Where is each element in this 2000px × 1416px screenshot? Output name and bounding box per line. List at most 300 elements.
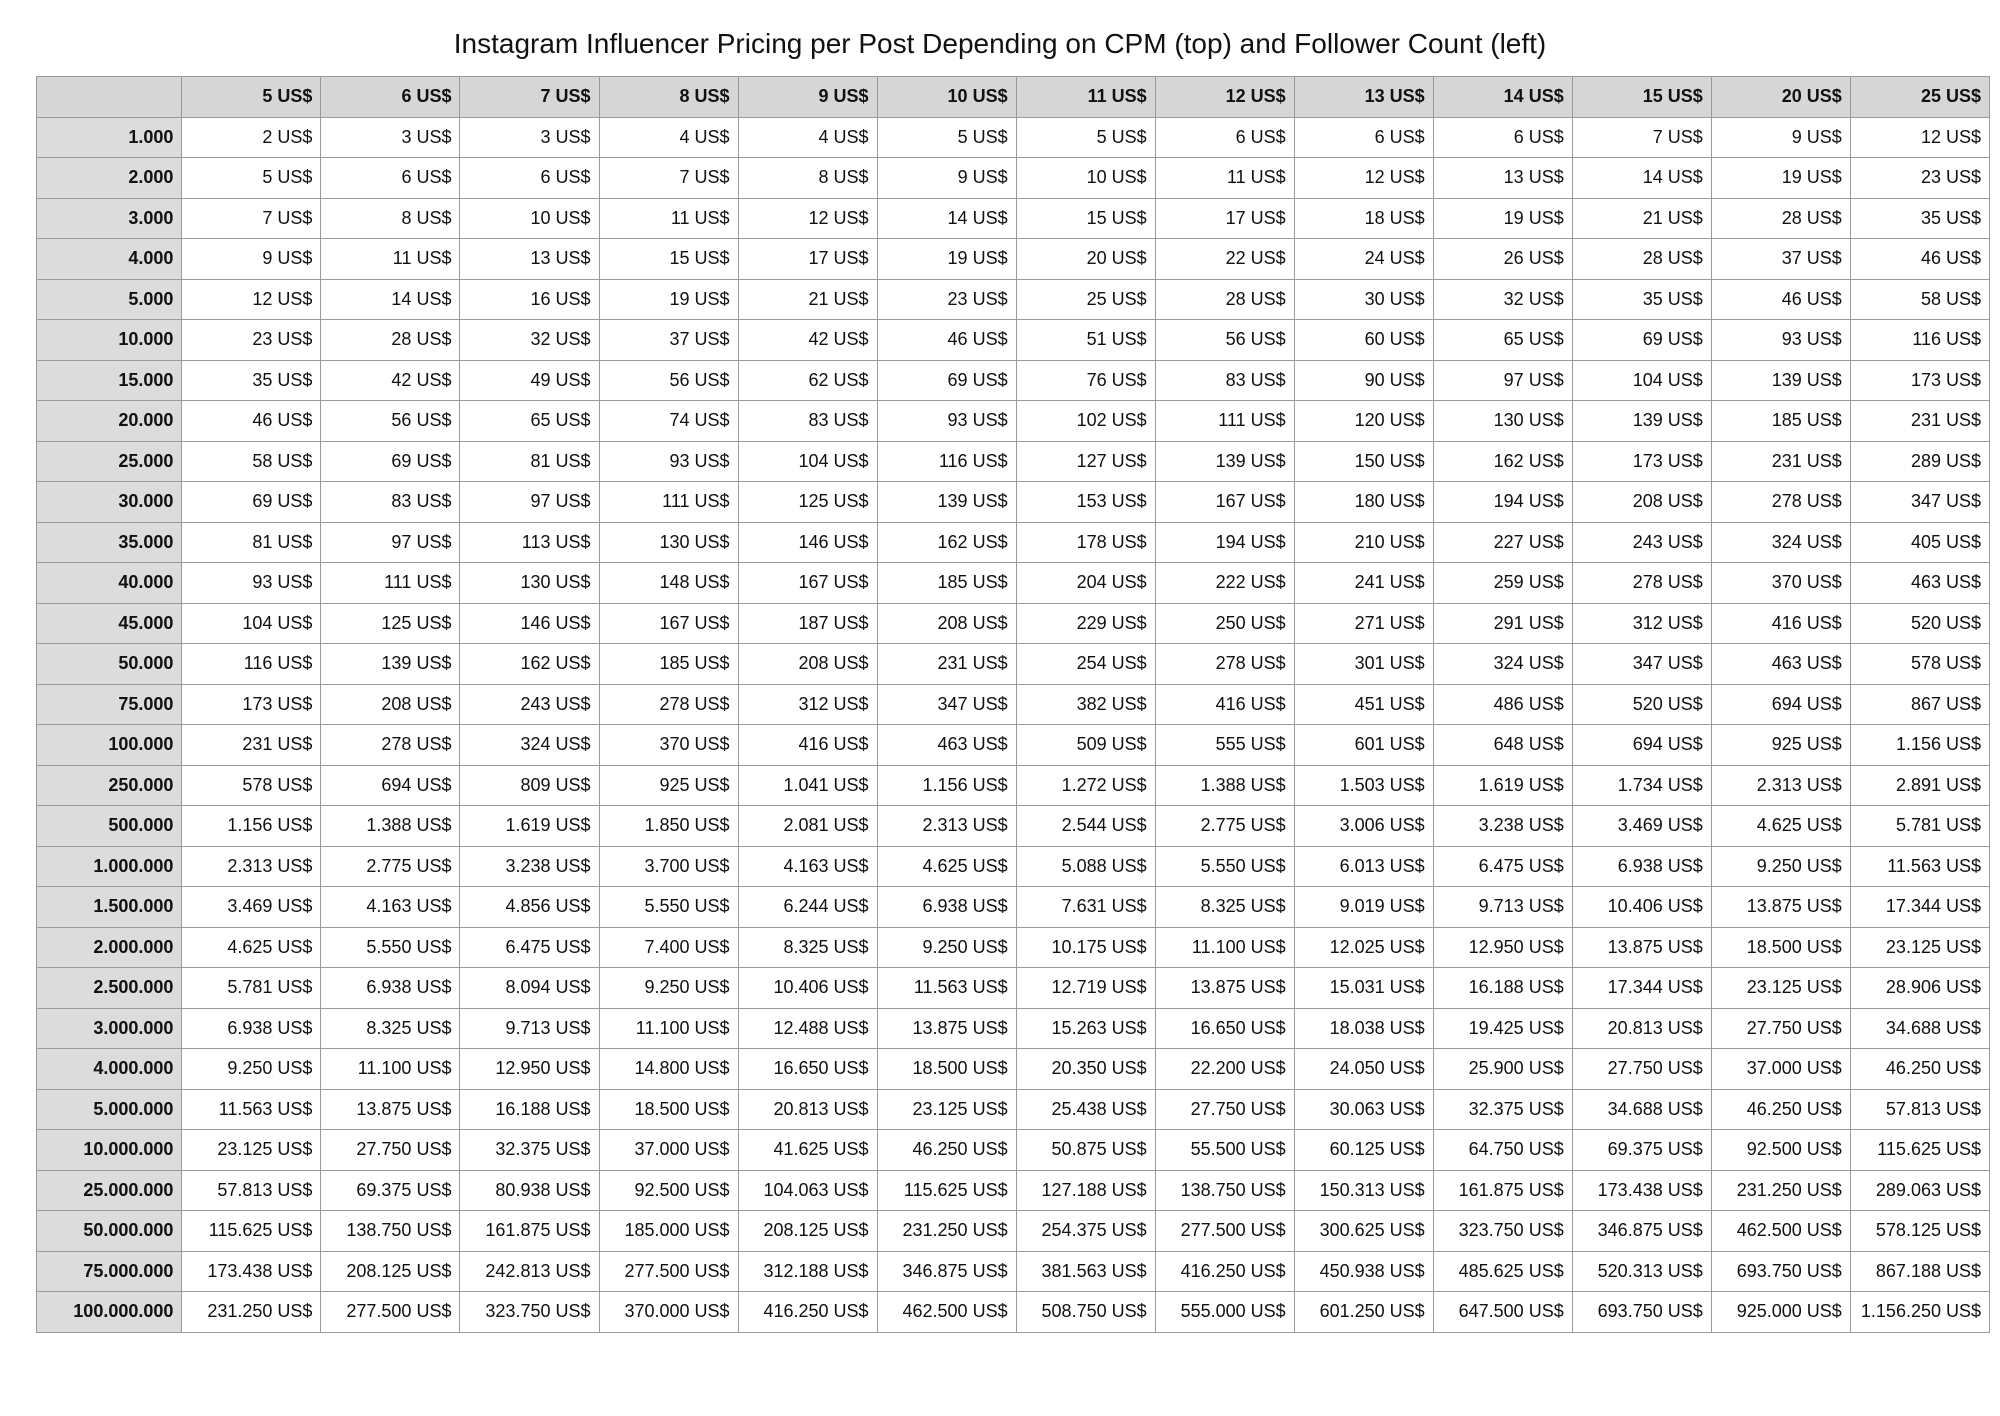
follower-count-row-header: 2.000 [37, 158, 182, 199]
price-cell: 324 US$ [1711, 522, 1850, 563]
price-cell: 17.344 US$ [1850, 887, 1989, 928]
price-cell: 9.250 US$ [877, 927, 1016, 968]
price-cell: 26 US$ [1433, 239, 1572, 280]
price-cell: 65 US$ [1433, 320, 1572, 361]
price-cell: 32.375 US$ [1433, 1089, 1572, 1130]
price-cell: 139 US$ [877, 482, 1016, 523]
price-cell: 324 US$ [1433, 644, 1572, 685]
price-cell: 208 US$ [877, 603, 1016, 644]
price-cell: 90 US$ [1294, 360, 1433, 401]
price-cell: 83 US$ [738, 401, 877, 442]
table-header-row [37, 77, 1990, 118]
table-row [37, 1008, 1990, 1049]
price-cell: 312 US$ [1572, 603, 1711, 644]
table-row [37, 522, 1990, 563]
price-cell: 27.750 US$ [1711, 1008, 1850, 1049]
price-cell: 324 US$ [460, 725, 599, 766]
price-cell: 167 US$ [1155, 482, 1294, 523]
price-cell: 601 US$ [1294, 725, 1433, 766]
price-cell: 97 US$ [321, 522, 460, 563]
price-cell: 2.775 US$ [1155, 806, 1294, 847]
follower-count-row-header: 100.000.000 [37, 1292, 182, 1333]
price-cell: 162 US$ [877, 522, 1016, 563]
price-cell: 231.250 US$ [182, 1292, 321, 1333]
price-cell: 23.125 US$ [1711, 968, 1850, 1009]
price-cell: 28 US$ [1155, 279, 1294, 320]
price-cell: 6 US$ [460, 158, 599, 199]
table-row [37, 1089, 1990, 1130]
follower-count-row-header: 35.000 [37, 522, 182, 563]
price-cell: 148 US$ [599, 563, 738, 604]
price-cell: 2.313 US$ [1711, 765, 1850, 806]
price-cell: 867 US$ [1850, 684, 1989, 725]
price-cell: 867.188 US$ [1850, 1251, 1989, 1292]
cpm-column-header: 9 US$ [738, 77, 877, 118]
price-cell: 56 US$ [1155, 320, 1294, 361]
price-cell: 76 US$ [1016, 360, 1155, 401]
price-cell: 10 US$ [460, 198, 599, 239]
price-cell: 93 US$ [182, 563, 321, 604]
price-cell: 301 US$ [1294, 644, 1433, 685]
price-cell: 162 US$ [460, 644, 599, 685]
price-cell: 14.800 US$ [599, 1049, 738, 1090]
price-cell: 4.163 US$ [321, 887, 460, 928]
table-row [37, 765, 1990, 806]
price-cell: 58 US$ [1850, 279, 1989, 320]
table-row [37, 239, 1990, 280]
price-cell: 9.713 US$ [1433, 887, 1572, 928]
price-cell: 925 US$ [599, 765, 738, 806]
price-cell: 11 US$ [599, 198, 738, 239]
price-cell: 12 US$ [738, 198, 877, 239]
price-cell: 1.388 US$ [321, 806, 460, 847]
price-cell: 8.325 US$ [738, 927, 877, 968]
follower-count-row-header: 20.000 [37, 401, 182, 442]
price-cell: 21 US$ [1572, 198, 1711, 239]
cpm-column-header: 5 US$ [182, 77, 321, 118]
price-cell: 111 US$ [321, 563, 460, 604]
price-cell: 5.550 US$ [1155, 846, 1294, 887]
price-cell: 323.750 US$ [1433, 1211, 1572, 1252]
table-row [37, 198, 1990, 239]
price-cell: 578 US$ [182, 765, 321, 806]
price-cell: 28.906 US$ [1850, 968, 1989, 1009]
table-row [37, 279, 1990, 320]
table-row [37, 684, 1990, 725]
price-cell: 4.625 US$ [1711, 806, 1850, 847]
price-cell: 578 US$ [1850, 644, 1989, 685]
price-cell: 382 US$ [1016, 684, 1155, 725]
price-cell: 6.938 US$ [877, 887, 1016, 928]
corner-header-cell [37, 77, 182, 118]
price-cell: 925.000 US$ [1711, 1292, 1850, 1333]
price-cell: 370 US$ [599, 725, 738, 766]
price-cell: 58 US$ [182, 441, 321, 482]
price-cell: 28 US$ [321, 320, 460, 361]
price-cell: 16.188 US$ [460, 1089, 599, 1130]
price-cell: 1.156.250 US$ [1850, 1292, 1989, 1333]
price-cell: 13.875 US$ [321, 1089, 460, 1130]
price-cell: 370 US$ [1711, 563, 1850, 604]
price-cell: 208 US$ [1572, 482, 1711, 523]
follower-count-row-header: 30.000 [37, 482, 182, 523]
price-cell: 231 US$ [1850, 401, 1989, 442]
price-cell: 146 US$ [460, 603, 599, 644]
price-cell: 5 US$ [1016, 117, 1155, 158]
follower-count-row-header: 500.000 [37, 806, 182, 847]
price-cell: 485.625 US$ [1433, 1251, 1572, 1292]
price-cell: 12.950 US$ [460, 1049, 599, 1090]
table-row [37, 158, 1990, 199]
price-cell: 6.938 US$ [321, 968, 460, 1009]
price-cell: 7 US$ [182, 198, 321, 239]
price-cell: 346.875 US$ [1572, 1211, 1711, 1252]
cpm-column-header: 11 US$ [1016, 77, 1155, 118]
follower-count-row-header: 50.000 [37, 644, 182, 685]
price-cell: 462.500 US$ [1711, 1211, 1850, 1252]
price-cell: 300.625 US$ [1294, 1211, 1433, 1252]
price-cell: 20.350 US$ [1016, 1049, 1155, 1090]
price-cell: 97 US$ [1433, 360, 1572, 401]
cpm-column-header: 8 US$ [599, 77, 738, 118]
price-cell: 11.100 US$ [321, 1049, 460, 1090]
price-cell: 12 US$ [182, 279, 321, 320]
price-cell: 22.200 US$ [1155, 1049, 1294, 1090]
price-cell: 30 US$ [1294, 279, 1433, 320]
price-cell: 138.750 US$ [1155, 1170, 1294, 1211]
price-cell: 243 US$ [460, 684, 599, 725]
price-cell: 1.272 US$ [1016, 765, 1155, 806]
cpm-column-header: 20 US$ [1711, 77, 1850, 118]
price-cell: 35 US$ [182, 360, 321, 401]
price-cell: 555 US$ [1155, 725, 1294, 766]
table-body [37, 117, 1990, 1332]
price-cell: 65 US$ [460, 401, 599, 442]
price-cell: 9.250 US$ [182, 1049, 321, 1090]
follower-count-row-header: 2.500.000 [37, 968, 182, 1009]
price-cell: 12.488 US$ [738, 1008, 877, 1049]
price-cell: 3.238 US$ [1433, 806, 1572, 847]
price-cell: 161.875 US$ [1433, 1170, 1572, 1211]
price-cell: 9.713 US$ [460, 1008, 599, 1049]
price-cell: 80.938 US$ [460, 1170, 599, 1211]
pricing-table [36, 76, 1990, 1333]
price-cell: 243 US$ [1572, 522, 1711, 563]
price-cell: 178 US$ [1016, 522, 1155, 563]
follower-count-row-header: 3.000 [37, 198, 182, 239]
price-cell: 30.063 US$ [1294, 1089, 1433, 1130]
follower-count-row-header: 15.000 [37, 360, 182, 401]
follower-count-row-header: 1.500.000 [37, 887, 182, 928]
price-cell: 120 US$ [1294, 401, 1433, 442]
cpm-column-header: 12 US$ [1155, 77, 1294, 118]
price-cell: 16.650 US$ [1155, 1008, 1294, 1049]
price-cell: 347 US$ [1572, 644, 1711, 685]
price-cell: 19 US$ [599, 279, 738, 320]
price-cell: 231.250 US$ [877, 1211, 1016, 1252]
price-cell: 139 US$ [1711, 360, 1850, 401]
price-cell: 278 US$ [1572, 563, 1711, 604]
price-cell: 1.041 US$ [738, 765, 877, 806]
price-cell: 4.163 US$ [738, 846, 877, 887]
price-cell: 6.938 US$ [182, 1008, 321, 1049]
price-cell: 227 US$ [1433, 522, 1572, 563]
price-cell: 3.238 US$ [460, 846, 599, 887]
price-cell: 4.625 US$ [182, 927, 321, 968]
price-cell: 486 US$ [1433, 684, 1572, 725]
price-cell: 6.013 US$ [1294, 846, 1433, 887]
price-cell: 231.250 US$ [1711, 1170, 1850, 1211]
price-cell: 254.375 US$ [1016, 1211, 1155, 1252]
price-cell: 7.631 US$ [1016, 887, 1155, 928]
price-cell: 9.019 US$ [1294, 887, 1433, 928]
price-cell: 11.100 US$ [1155, 927, 1294, 968]
price-cell: 46 US$ [1711, 279, 1850, 320]
price-cell: 34.688 US$ [1572, 1089, 1711, 1130]
price-cell: 37.000 US$ [599, 1130, 738, 1171]
price-cell: 93 US$ [1711, 320, 1850, 361]
price-cell: 694 US$ [1572, 725, 1711, 766]
price-cell: 153 US$ [1016, 482, 1155, 523]
price-cell: 16.188 US$ [1433, 968, 1572, 1009]
price-cell: 18.500 US$ [599, 1089, 738, 1130]
price-cell: 185 US$ [877, 563, 1016, 604]
price-cell: 809 US$ [460, 765, 599, 806]
table-row [37, 1170, 1990, 1211]
follower-count-row-header: 100.000 [37, 725, 182, 766]
price-cell: 231 US$ [182, 725, 321, 766]
price-cell: 13.875 US$ [877, 1008, 1016, 1049]
price-cell: 693.750 US$ [1572, 1292, 1711, 1333]
price-cell: 323.750 US$ [460, 1292, 599, 1333]
price-cell: 115.625 US$ [877, 1170, 1016, 1211]
price-cell: 185 US$ [599, 644, 738, 685]
price-cell: 6 US$ [1294, 117, 1433, 158]
price-cell: 462.500 US$ [877, 1292, 1016, 1333]
price-cell: 7 US$ [599, 158, 738, 199]
price-cell: 10.406 US$ [738, 968, 877, 1009]
price-cell: 37 US$ [1711, 239, 1850, 280]
price-cell: 12 US$ [1850, 117, 1989, 158]
follower-count-row-header: 75.000 [37, 684, 182, 725]
price-cell: 271 US$ [1294, 603, 1433, 644]
price-cell: 2.313 US$ [182, 846, 321, 887]
price-cell: 463 US$ [877, 725, 1016, 766]
price-cell: 10 US$ [1016, 158, 1155, 199]
price-cell: 32 US$ [460, 320, 599, 361]
price-cell: 32 US$ [1433, 279, 1572, 320]
price-cell: 222 US$ [1155, 563, 1294, 604]
price-cell: 450.938 US$ [1294, 1251, 1433, 1292]
price-cell: 6.938 US$ [1572, 846, 1711, 887]
cpm-column-header: 25 US$ [1850, 77, 1989, 118]
price-cell: 231 US$ [877, 644, 1016, 685]
price-cell: 69 US$ [1572, 320, 1711, 361]
price-cell: 104.063 US$ [738, 1170, 877, 1211]
price-cell: 208 US$ [321, 684, 460, 725]
price-cell: 116 US$ [182, 644, 321, 685]
price-cell: 12.719 US$ [1016, 968, 1155, 1009]
price-cell: 578.125 US$ [1850, 1211, 1989, 1252]
price-cell: 451 US$ [1294, 684, 1433, 725]
price-cell: 24 US$ [1294, 239, 1433, 280]
price-cell: 46.250 US$ [877, 1130, 1016, 1171]
price-cell: 46.250 US$ [1850, 1049, 1989, 1090]
price-cell: 15.031 US$ [1294, 968, 1433, 1009]
price-cell: 416.250 US$ [1155, 1251, 1294, 1292]
price-cell: 18.038 US$ [1294, 1008, 1433, 1049]
price-cell: 694 US$ [1711, 684, 1850, 725]
table-row [37, 1251, 1990, 1292]
price-cell: 278 US$ [1711, 482, 1850, 523]
price-cell: 116 US$ [1850, 320, 1989, 361]
table-row [37, 563, 1990, 604]
price-cell: 15 US$ [1016, 198, 1155, 239]
price-cell: 208.125 US$ [738, 1211, 877, 1252]
price-cell: 25.900 US$ [1433, 1049, 1572, 1090]
price-cell: 23 US$ [877, 279, 1016, 320]
price-cell: 161.875 US$ [460, 1211, 599, 1252]
price-cell: 11.563 US$ [182, 1089, 321, 1130]
price-cell: 49 US$ [460, 360, 599, 401]
price-cell: 150 US$ [1294, 441, 1433, 482]
price-cell: 102 US$ [1016, 401, 1155, 442]
price-cell: 3.700 US$ [599, 846, 738, 887]
price-cell: 347 US$ [1850, 482, 1989, 523]
price-cell: 173 US$ [1850, 360, 1989, 401]
follower-count-row-header: 5.000 [37, 279, 182, 320]
price-cell: 1.619 US$ [1433, 765, 1572, 806]
price-cell: 97 US$ [460, 482, 599, 523]
price-cell: 130 US$ [599, 522, 738, 563]
price-cell: 405 US$ [1850, 522, 1989, 563]
table-row [37, 644, 1990, 685]
follower-count-row-header: 75.000.000 [37, 1251, 182, 1292]
price-cell: 4 US$ [599, 117, 738, 158]
price-cell: 416 US$ [1155, 684, 1294, 725]
price-cell: 5.550 US$ [321, 927, 460, 968]
price-cell: 127.188 US$ [1016, 1170, 1155, 1211]
follower-count-row-header: 3.000.000 [37, 1008, 182, 1049]
price-cell: 9.250 US$ [1711, 846, 1850, 887]
price-cell: 56 US$ [599, 360, 738, 401]
price-cell: 150.313 US$ [1294, 1170, 1433, 1211]
price-cell: 2.313 US$ [877, 806, 1016, 847]
price-cell: 648 US$ [1433, 725, 1572, 766]
price-cell: 18 US$ [1294, 198, 1433, 239]
cpm-column-header: 13 US$ [1294, 77, 1433, 118]
price-cell: 1.850 US$ [599, 806, 738, 847]
price-cell: 8.325 US$ [321, 1008, 460, 1049]
price-cell: 60 US$ [1294, 320, 1433, 361]
price-cell: 57.813 US$ [182, 1170, 321, 1211]
price-cell: 19 US$ [1433, 198, 1572, 239]
price-cell: 4.625 US$ [877, 846, 1016, 887]
price-cell: 27.750 US$ [1572, 1049, 1711, 1090]
price-cell: 694 US$ [321, 765, 460, 806]
price-cell: 1.503 US$ [1294, 765, 1433, 806]
table-row [37, 806, 1990, 847]
price-cell: 8 US$ [321, 198, 460, 239]
price-cell: 60.125 US$ [1294, 1130, 1433, 1171]
price-cell: 11 US$ [1155, 158, 1294, 199]
price-cell: 93 US$ [877, 401, 1016, 442]
price-cell: 416 US$ [1711, 603, 1850, 644]
price-cell: 17 US$ [1155, 198, 1294, 239]
price-cell: 194 US$ [1155, 522, 1294, 563]
price-cell: 14 US$ [877, 198, 1016, 239]
price-cell: 416 US$ [738, 725, 877, 766]
price-cell: 6.244 US$ [738, 887, 877, 928]
price-cell: 51 US$ [1016, 320, 1155, 361]
price-cell: 55.500 US$ [1155, 1130, 1294, 1171]
price-cell: 289.063 US$ [1850, 1170, 1989, 1211]
table-row [37, 401, 1990, 442]
follower-count-row-header: 250.000 [37, 765, 182, 806]
price-cell: 6 US$ [1433, 117, 1572, 158]
price-cell: 92.500 US$ [599, 1170, 738, 1211]
price-cell: 5 US$ [877, 117, 1016, 158]
price-cell: 35 US$ [1572, 279, 1711, 320]
table-row [37, 482, 1990, 523]
price-cell: 138.750 US$ [321, 1211, 460, 1252]
price-cell: 14 US$ [1572, 158, 1711, 199]
price-cell: 2.081 US$ [738, 806, 877, 847]
price-cell: 23 US$ [182, 320, 321, 361]
price-cell: 56 US$ [321, 401, 460, 442]
price-cell: 92.500 US$ [1711, 1130, 1850, 1171]
price-cell: 6 US$ [321, 158, 460, 199]
price-cell: 69 US$ [877, 360, 1016, 401]
price-cell: 8.325 US$ [1155, 887, 1294, 928]
price-cell: 250 US$ [1155, 603, 1294, 644]
follower-count-row-header: 4.000 [37, 239, 182, 280]
price-cell: 925 US$ [1711, 725, 1850, 766]
price-cell: 167 US$ [738, 563, 877, 604]
price-cell: 42 US$ [738, 320, 877, 361]
price-cell: 11.563 US$ [1850, 846, 1989, 887]
price-cell: 241 US$ [1294, 563, 1433, 604]
price-cell: 23 US$ [1850, 158, 1989, 199]
price-cell: 10.175 US$ [1016, 927, 1155, 968]
price-cell: 25.438 US$ [1016, 1089, 1155, 1130]
price-cell: 180 US$ [1294, 482, 1433, 523]
cpm-column-header: 15 US$ [1572, 77, 1711, 118]
price-cell: 20 US$ [1016, 239, 1155, 280]
price-cell: 3 US$ [460, 117, 599, 158]
price-cell: 185.000 US$ [599, 1211, 738, 1252]
price-cell: 139 US$ [321, 644, 460, 685]
price-cell: 520 US$ [1572, 684, 1711, 725]
price-cell: 173.438 US$ [182, 1251, 321, 1292]
price-cell: 13.875 US$ [1155, 968, 1294, 1009]
price-cell: 93 US$ [599, 441, 738, 482]
cpm-column-header: 7 US$ [460, 77, 599, 118]
price-cell: 9 US$ [1711, 117, 1850, 158]
price-cell: 278 US$ [321, 725, 460, 766]
price-cell: 278 US$ [599, 684, 738, 725]
price-cell: 27.750 US$ [321, 1130, 460, 1171]
price-cell: 125 US$ [321, 603, 460, 644]
price-cell: 5.781 US$ [1850, 806, 1989, 847]
price-cell: 1.619 US$ [460, 806, 599, 847]
price-cell: 81 US$ [460, 441, 599, 482]
price-cell: 312.188 US$ [738, 1251, 877, 1292]
price-cell: 16 US$ [460, 279, 599, 320]
price-cell: 104 US$ [1572, 360, 1711, 401]
cpm-column-header: 6 US$ [321, 77, 460, 118]
table-row [37, 968, 1990, 1009]
